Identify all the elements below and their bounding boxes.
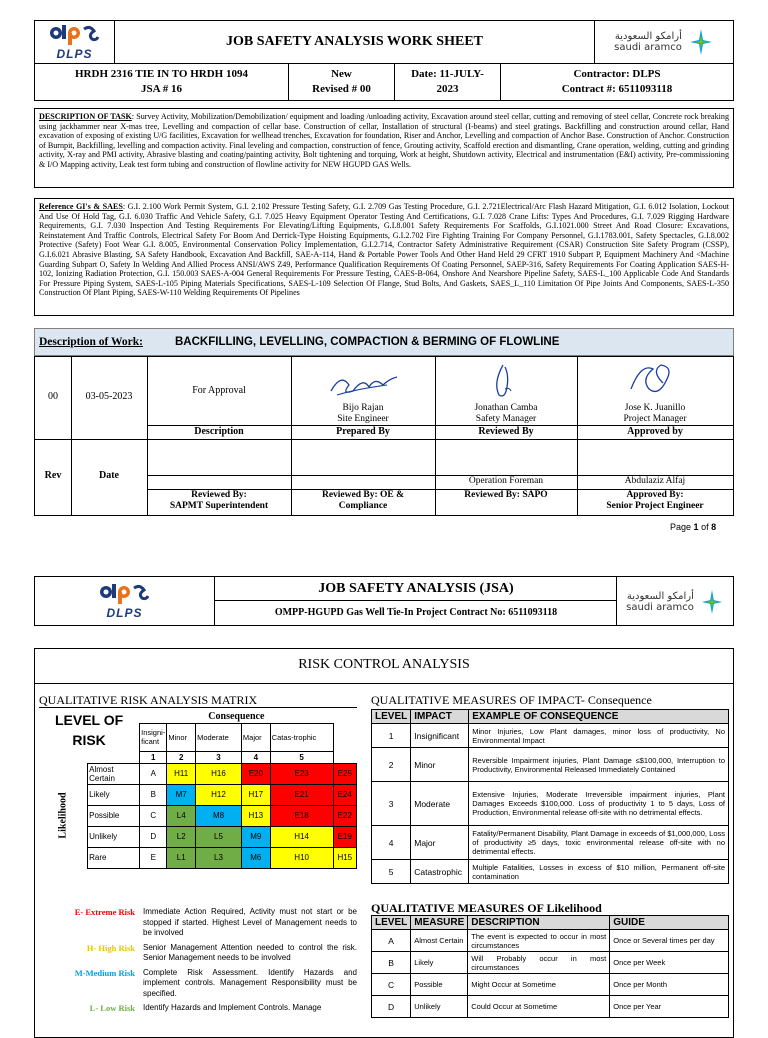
risk-cell: H17: [241, 784, 270, 805]
consequence-label: Minor: [167, 724, 196, 751]
aramco-arabic: أرامكو السعودية: [614, 31, 682, 42]
risk-control-title: RISK CONTROL ANALYSIS: [298, 657, 470, 672]
likelihood-row: [372, 930, 729, 952]
revision: New Revised # 00: [289, 64, 395, 100]
reviewed-name: Jonathan Camba: [474, 403, 538, 413]
prepared-title: Site Engineer: [337, 414, 389, 424]
rev-label: Rev: [44, 470, 62, 481]
task-description: [34, 108, 734, 188]
approved-name: Jose K. Juanillo: [624, 403, 686, 413]
likelihood-level: B: [372, 952, 411, 974]
sapmt-line1: Reviewed By:: [191, 490, 247, 500]
risk-cell: H14: [270, 826, 333, 847]
dlps-logo: [35, 21, 115, 63]
level-of-risk: LEVEL OF RISK: [54, 712, 124, 748]
aramco-star-icon: [688, 27, 714, 57]
likelihood-description: Might Occur at Sometime: [468, 974, 610, 996]
risk-cell: M6: [241, 847, 270, 868]
legend-key: L- Low Risk: [89, 1003, 135, 1013]
consequence-number: 4: [241, 751, 270, 763]
impact-example: Fatality/Permanent Disability, Plant Damage in exceeds of $1,000,000, Loss of productivity ≥5 days, toxic environmental release off-site with no detrimental effects.: [469, 826, 729, 860]
risk-matrix: [39, 709, 357, 869]
sapmt-line2: SAPMT Superintendent: [169, 501, 269, 511]
risk-cell: L1: [167, 847, 196, 868]
risk-cell: E25: [333, 763, 356, 784]
dlps-logo-text: DLPS: [56, 47, 93, 61]
matrix-spacer: [39, 751, 140, 763]
consequence-number: 2: [167, 751, 196, 763]
oe-line2: Compliance: [338, 501, 388, 511]
impact-example: Reversible Impairment injuries, Plant Damage ≤$100,000, Interruption to Productivity, Environmental Released Immediately Contained: [469, 748, 729, 782]
likelihood-guide: Once per Month: [610, 974, 729, 996]
likelihood-row-label: Possible: [88, 805, 140, 826]
approved-signature: [621, 359, 681, 403]
dlps-logo-icon: [48, 23, 102, 47]
risk-cell: H10: [270, 847, 333, 868]
impact-row: [372, 826, 729, 860]
reference-label: Reference GI's & SAES: [39, 202, 123, 211]
sapo-line1: Reviewed By: SAPO: [464, 490, 548, 500]
task-label: DESCRIPTION OF TASK: [39, 112, 132, 121]
impact-example: Multiple Fatalities, Losses in excess of $10 million, Permanent off-site contamination: [469, 860, 729, 884]
impact-name: Insignificant: [411, 724, 469, 748]
date-label: Date: [99, 470, 119, 481]
impact-header-cell: EXAMPLE OF CONSEQUENCE: [469, 710, 729, 724]
risk-cell: M9: [241, 826, 270, 847]
legend-key: E- Extreme Risk: [74, 907, 135, 917]
col-reviewed: Reviewed By: [478, 426, 534, 437]
aramco-star-icon-2: [700, 588, 724, 616]
likelihood-text: Likelihood: [57, 792, 69, 839]
likelihood-row-label: Unlikely: [88, 826, 140, 847]
likelihood-row-label: Almost Certain: [88, 763, 140, 784]
impact-level: 2: [372, 748, 411, 782]
impact-header-cell: IMPACT: [411, 710, 469, 724]
likelihood-title: QUALITATIVE MEASURES OF Likelihood: [371, 901, 602, 915]
likelihood-axis-label: [39, 763, 88, 868]
col-prepared: Prepared By: [336, 426, 390, 437]
likelihood-description: Will Probably occur in most circumstances: [468, 952, 610, 974]
likelihood-row-label: Likely: [88, 784, 140, 805]
likelihood-description: The event is expected to occur in most circumstances: [468, 930, 610, 952]
aramco-logo: [595, 25, 733, 59]
rev-date: 03-05-2023: [85, 391, 133, 402]
impact-title: QUALITATIVE MEASURES OF IMPACT- Consequence: [371, 693, 652, 707]
likelihood-row: [372, 974, 729, 996]
likelihood-level: A: [372, 930, 411, 952]
impact-level: 3: [372, 782, 411, 826]
reviewed-title: Safety Manager: [475, 414, 537, 424]
impact-name: Catastrophic: [411, 860, 469, 884]
aramco-logo-2: أرامكو السعودية saudi aramco: [617, 585, 733, 619]
risk-cell: E19: [333, 826, 356, 847]
risk-cell: E21: [270, 784, 333, 805]
impact-level: 5: [372, 860, 411, 884]
consequence-number: 5: [270, 751, 333, 763]
work-description-bar: [34, 328, 734, 356]
likelihood-measure: Likely: [411, 952, 468, 974]
jsa-subtitle: OMPP-HGUPD Gas Well Tie-In Project Contract No: 6511093118: [274, 607, 558, 618]
impact-example: Minor Injuries, Low Plant damages, minor loss of productivity, No Environmental Impact: [469, 724, 729, 748]
impact-name: Major: [411, 826, 469, 860]
prepared-signature: [325, 371, 405, 401]
dlps-logo-icon-2: [98, 582, 152, 606]
reference-gis: [34, 198, 734, 316]
rev-value: 00: [48, 391, 58, 402]
impact-row: [372, 748, 729, 782]
consequence-label: Major: [241, 724, 270, 751]
operation-foreman: Operation Foreman: [468, 476, 544, 486]
page2-header: [34, 576, 734, 626]
likelihood-description: Could Occur at Sometime: [468, 996, 610, 1018]
page1-header: [34, 20, 734, 64]
jsa-date: Date: 11-JULY- 2023: [395, 64, 501, 100]
risk-cell: H16: [196, 763, 242, 784]
legend-item: [39, 968, 357, 1000]
contractor: Contractor: DLPS Contract #: 6511093118: [561, 68, 673, 95]
legend-key: M-Medium Risk: [74, 967, 135, 978]
prepared-name: Bijo Rajan: [342, 403, 384, 413]
spe-line1: Approved By:: [626, 490, 684, 500]
likelihood-measure: Possible: [411, 974, 468, 996]
likelihood-measure: Almost Certain: [411, 930, 468, 952]
legend-text: Identify Hazards and Implement Controls. Manage: [143, 1003, 322, 1012]
reviewed-signature: [475, 361, 535, 403]
legend-text: Immediate Action Required, Activity must not start or be stopped if started. Highest Level of Management needs to be involved: [143, 907, 357, 937]
likelihood-level: D: [372, 996, 411, 1018]
legend-item: [39, 1003, 357, 1014]
approval-description: For Approval: [192, 385, 246, 396]
likelihood-letter: B: [140, 784, 167, 805]
likelihood-table: [371, 915, 729, 1018]
risk-legend: [39, 907, 357, 1018]
impact-header-cell: LEVEL: [372, 710, 411, 724]
risk-cell: L3: [196, 847, 242, 868]
consequence-label: Catas-trophic: [270, 724, 333, 751]
likelihood-measure: Unlikely: [411, 996, 468, 1018]
legend-item: [39, 907, 357, 939]
risk-cell: E20: [241, 763, 270, 784]
page1-info-row: [34, 63, 734, 101]
risk-cell: E18: [270, 805, 333, 826]
likelihood-letter: D: [140, 826, 167, 847]
impact-name: Moderate: [411, 782, 469, 826]
likelihood-row: [372, 996, 729, 1018]
col-approved: Approved by: [627, 426, 683, 437]
risk-control-frame: [34, 648, 734, 1038]
likelihood-header-cell: MEASURE: [411, 916, 468, 930]
matrix-title: QUALITATIVE RISK ANALYSIS MATRIX: [39, 693, 258, 707]
work-value: BACKFILLING, LEVELLING, COMPACTION & BERMING OF FLOWLINE: [175, 336, 560, 348]
impact-level: 4: [372, 826, 411, 860]
jsa-title: JOB SAFETY ANALYSIS (JSA): [215, 577, 617, 601]
consequence-number: 1: [140, 751, 167, 763]
likelihood-row: [372, 952, 729, 974]
consequence-number: 3: [196, 751, 242, 763]
dlps-logo-2: [35, 577, 215, 625]
work-label: Description of Work:: [39, 336, 143, 348]
dlps-logo-text-2: DLPS: [106, 606, 143, 620]
impact-name: Minor: [411, 748, 469, 782]
impact-row: [372, 782, 729, 826]
oe-line1: Reviewed By: OE &: [321, 490, 405, 500]
consequence-label: Insigni-ficant: [140, 724, 167, 751]
approved-title: Project Manager: [623, 414, 687, 424]
well-ref: HRDH 2316 TIE IN TO HRDH 1094 JSA # 16: [35, 64, 289, 100]
risk-cell: M7: [167, 784, 196, 805]
impact-example: Extensive Injuries, Moderate Irreversible impairment injuries, Plant Damages Exceeds $100,000. Loss of productivity 1 to 5 days, Loss of Production, Environmental release off-site with no detrimental effects.: [469, 782, 729, 826]
likelihood-row-label: Rare: [88, 847, 140, 868]
impact-row: [372, 860, 729, 884]
impact-level: 1: [372, 724, 411, 748]
likelihood-guide: Once per Week: [610, 952, 729, 974]
risk-cell: E22: [333, 805, 356, 826]
risk-cell: E24: [333, 784, 356, 805]
risk-cell: H11: [167, 763, 196, 784]
page-number: Page 1 of 8: [670, 522, 717, 532]
likelihood-letter: C: [140, 805, 167, 826]
likelihood-guide: Once or Several times per day: [610, 930, 729, 952]
risk-cell: E23: [270, 763, 333, 784]
risk-cell: H12: [196, 784, 242, 805]
abdulaziz-name: Abdulaziz Alfaj: [624, 476, 686, 486]
legend-item: [39, 943, 357, 964]
legend-text: Complete Risk Assessment. Identify Hazards and implement controls. Management Responsibility must be specified.: [143, 967, 357, 998]
impact-table: [371, 709, 729, 884]
risk-cell: L4: [167, 805, 196, 826]
worksheet-title: JOB SAFETY ANALYSIS WORK SHEET: [115, 21, 595, 63]
risk-cell: M8: [196, 805, 242, 826]
risk-cell: H13: [241, 805, 270, 826]
reference-text: : G.I. 2.100 Work Permit System, G.I. 2.102 Pressure Testing Safety, G.I. 2.709 Gas Testing Procedure, G.I. 2.721Electrical/Arc Flash Hazard Mitigation, G.I. 6.012 Isolation, Lockout And Use Of Hold Tag, G.I. 6.030 Traffic And Vehicle Safety, G.I. 7.025 Heavy Equipment Operator Testing And Certifications, G.I. 7.028 Crane Lifts: Types And Procedures, G.I. 7.029 Rigging Hardware Requirements, G.I. 7.030 Inspection And Testing Requirements For Elevating/Lifting Equipments, G.I.8.001 Safety Requirements For Scaffolds, G.I.1021.000 Street And Road Closure: Excavations, Reinstatement And Traffic Controls, Electrical Safety For Boom And Derrick-Type Hoisting Equipments, G.I.2.702 Fire Fighting Training For Company Personnel, G.I.1783.001, Safety Spectacles, G.I.8.002 Protective (Safety) Foot Wear G.I. 8.005, Environmental Conservation Policy Implementation, G.I.2.714, Contractor Safety Administrative Requirement (CSAR) Construction Site Safety Program (CSSP), G.I.6.021 Abrasive Blasting, SA Safety Handbook, Excavation And Backfill, SAE-A-114, Hand & Portable Power Tools And Other Hand Held 29 CFRT 1910 Subpart P, Equipment Machinery And <Machine Guarding Subpart O, Safety In Welding And Allied Process ANSI/AWS Z49, Performance Qualification Requirements Of Coating Personnel, SAEP-316, Safety Requirements For Coating Application SAES-H-102, Ionizing Radiation Protection, G.I. 150.003 SAES-A-004 General Requirements For Pressure Testing, CAES-B-064, Onshore And Nearshore Pipeline Safety, SAES-L_100 Applicable Code And Standards For Pressure Piping System, SAES-L-105 Piping Materials Specifications, SAES-L-109 Selection Of Flange, Stud Bolts, And Gaskets, SAES_L_110 Limitation Of Pipe Joints And Components, SAES-L-350 Construction Of Plant Piping, SAES-W-110 Welding Requirements Of Pipelines: [39, 202, 729, 298]
spe-line2: Senior Project Engineer: [606, 501, 704, 511]
col-description: Description: [194, 426, 244, 437]
likelihood-header-cell: GUIDE: [610, 916, 729, 930]
legend-text: Senior Management Attention needed to control the risk. Senior Management needs to be involved: [143, 942, 357, 962]
consequence-label: Moderate: [196, 724, 242, 751]
likelihood-header-cell: LEVEL: [372, 916, 411, 930]
consequence-header: Consequence: [208, 710, 265, 722]
likelihood-level: C: [372, 974, 411, 996]
legend-key: H- High Risk: [86, 942, 135, 953]
likelihood-letter: A: [140, 763, 167, 784]
risk-cell: L2: [167, 826, 196, 847]
risk-cell: L5: [196, 826, 242, 847]
task-text: : Survey Activity, Mobilization/Demobilization/ equipment and loading /unloading activity, Excavation around steel cellar, cutting and removing of steel cellar, Concrete rock breaking using jackhammer near X-mas tree, Levelling and compaction of cellar base. Construction of cellar, Installation of structural (I-beams) and steel gratings. Backfilling and construction around cellar, Hand excavation of exposing of existing U/G facilities, Excavation for wellhead trenches, Excavation for foundation, Riser and Anchor, Levelling and compaction of Anchor Base. Construction of Anchor. Construction of Burnpit, Backfilling, levelling and compaction activity. Final leveling and compaction, construction of fence, Grouting activity, Scaffold erection and dismantling, Crane operation, welding, cutting and grinding activity, X-ray and PMI activity, Abrasive blasting and coating/painting activity, Bolt tightening and torquing, Work at height, Shutdown activity, Electrical and instrumentation (E&I) activity, Pre-commissioning & I/O Mapping activity, Leak test form tubing and construction of flowline activity for NEW HGUPD GAS Wells.: [39, 112, 729, 169]
aramco-english: saudi aramco: [614, 42, 682, 53]
likelihood-guide: Once per Year: [610, 996, 729, 1018]
likelihood-letter: E: [140, 847, 167, 868]
impact-row: [372, 724, 729, 748]
risk-cell: H15: [333, 847, 356, 868]
approval-table: [34, 356, 734, 516]
likelihood-header-cell: DESCRIPTION: [468, 916, 610, 930]
